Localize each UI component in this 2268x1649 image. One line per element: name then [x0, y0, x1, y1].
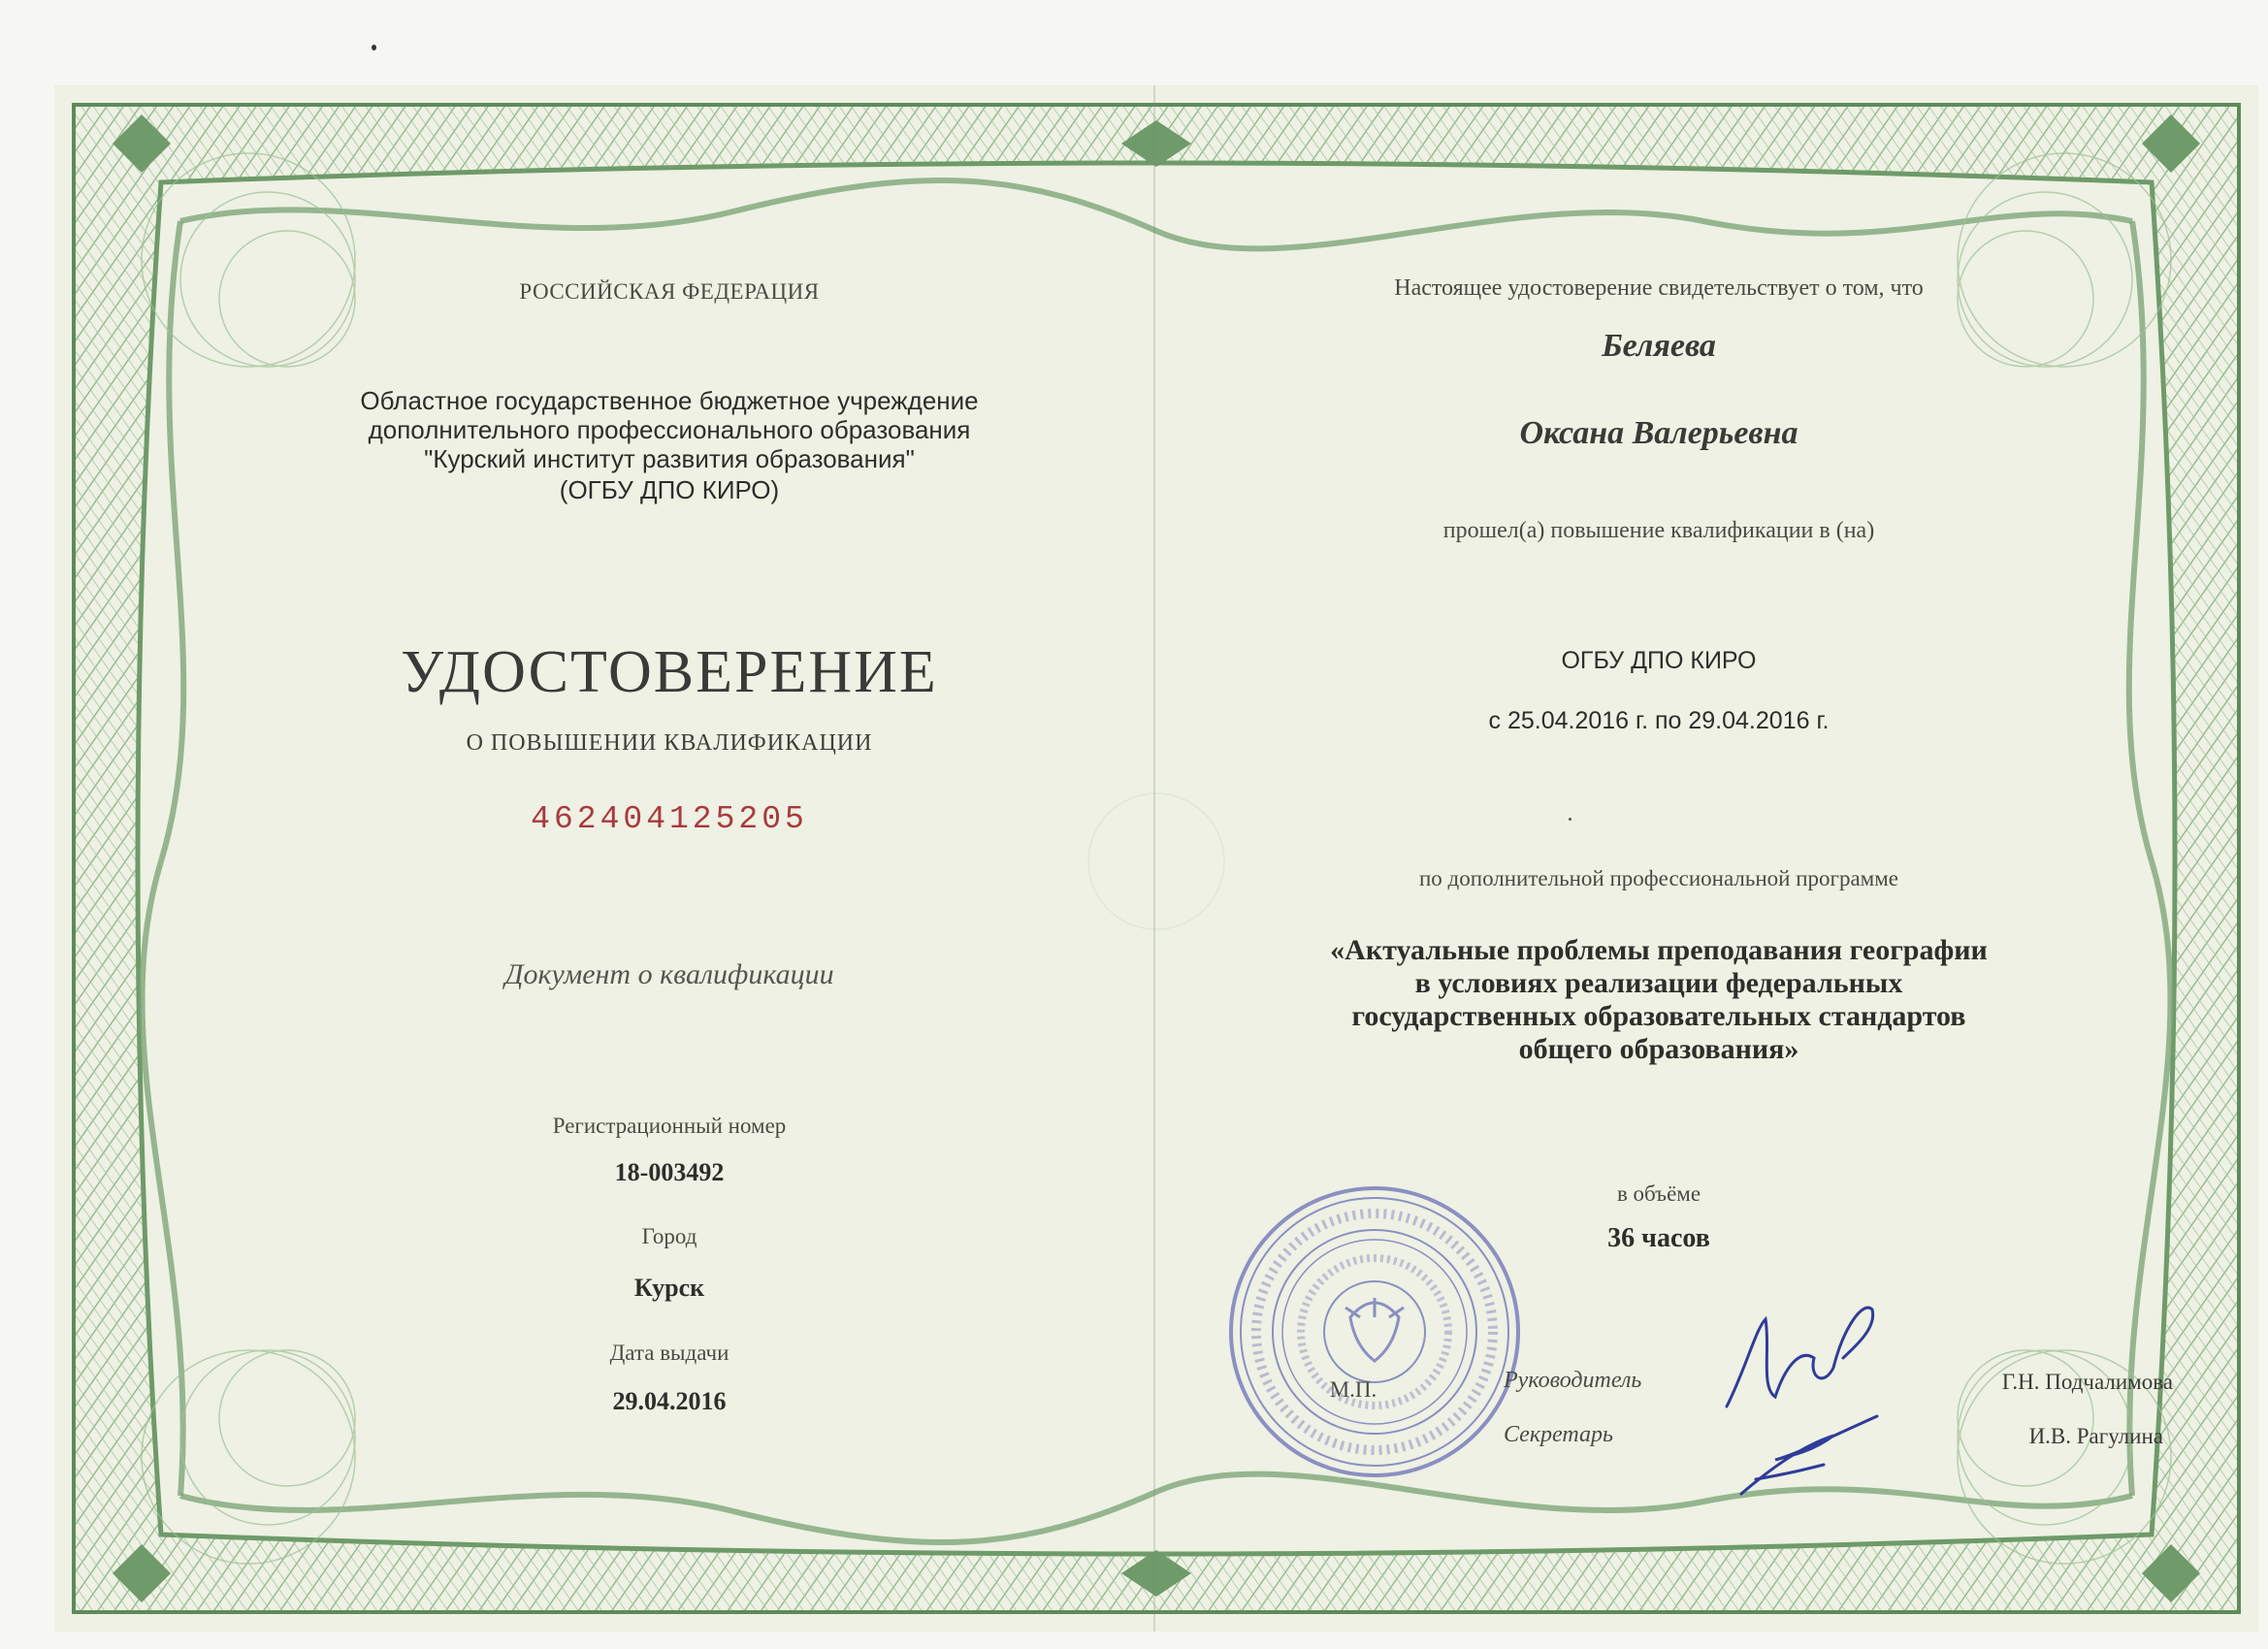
holder-name: Оксана Валерьевна	[1519, 415, 1798, 451]
country-heading: РОССИЙСКАЯ ФЕДЕРАЦИЯ	[519, 279, 820, 304]
volume-label: в объёме	[1616, 1181, 1701, 1206]
head-role: Руководитель	[1504, 1368, 1642, 1393]
seal-label: М.П.	[1329, 1377, 1377, 1402]
scan-speck	[1569, 818, 1571, 821]
city-value: Курск	[633, 1274, 705, 1302]
programme-title-line: в условиях реализации федеральных	[1414, 967, 1903, 999]
programme-title-line: «Актуальные проблемы преподавания географии	[1330, 934, 1988, 966]
center-fold	[1153, 85, 1155, 1632]
holder-surname: Беляева	[1602, 328, 1716, 364]
guilloche-frame	[54, 85, 2258, 1632]
secretary-name: И.В. Рагулина	[2028, 1424, 2163, 1448]
institution: ОГБУ ДПО КИРО	[1561, 647, 1757, 674]
document-type: Документ о квалификации	[504, 958, 834, 990]
registration-label: Регистрационный номер	[552, 1114, 787, 1138]
organization-line: "Курский институт развития образования"	[424, 444, 915, 473]
programme-title-line: государственных образовательных стандартов	[1351, 1000, 1966, 1032]
document-subtitle: О ПОВЫШЕНИИ КВАЛИФИКАЦИИ	[466, 730, 873, 756]
secretary-signature	[1736, 1406, 1882, 1504]
serial-number: 462404125205	[531, 801, 808, 837]
official-seal	[1224, 1181, 1525, 1482]
head-signature	[1717, 1290, 1882, 1416]
organization-abbreviation: (ОГБУ ДПО КИРО)	[559, 475, 780, 504]
issue-date-label: Дата выдачи	[609, 1341, 729, 1365]
issue-date-value: 29.04.2016	[612, 1387, 727, 1415]
secretary-role: Секретарь	[1504, 1422, 1613, 1447]
training-period: с 25.04.2016 г. по 29.04.2016 г.	[1488, 707, 1830, 734]
organization-line: дополнительного профессионального образования	[368, 415, 971, 444]
head-name: Г.Н. Подчалимова	[2001, 1370, 2173, 1394]
programme-lead: по дополнительной профессиональной программе	[1419, 866, 1898, 890]
document-title: УДОСТОВЕРЕНИЕ	[401, 639, 938, 705]
completed-text: прошел(а) повышение квалификации в (на)	[1442, 518, 1875, 543]
scan-speck	[372, 45, 376, 50]
certifies-text: Настоящее удостоверение свидетельствует о том, что	[1394, 275, 1924, 301]
programme-title-line: общего образования»	[1518, 1033, 1799, 1065]
registration-number: 18-003492	[614, 1158, 725, 1186]
city-label: Город	[641, 1224, 697, 1248]
organization-line: Областное государственное бюджетное учреждение	[360, 386, 979, 415]
volume-value: 36 часов	[1607, 1223, 1710, 1253]
certificate-sheet	[54, 85, 2258, 1632]
